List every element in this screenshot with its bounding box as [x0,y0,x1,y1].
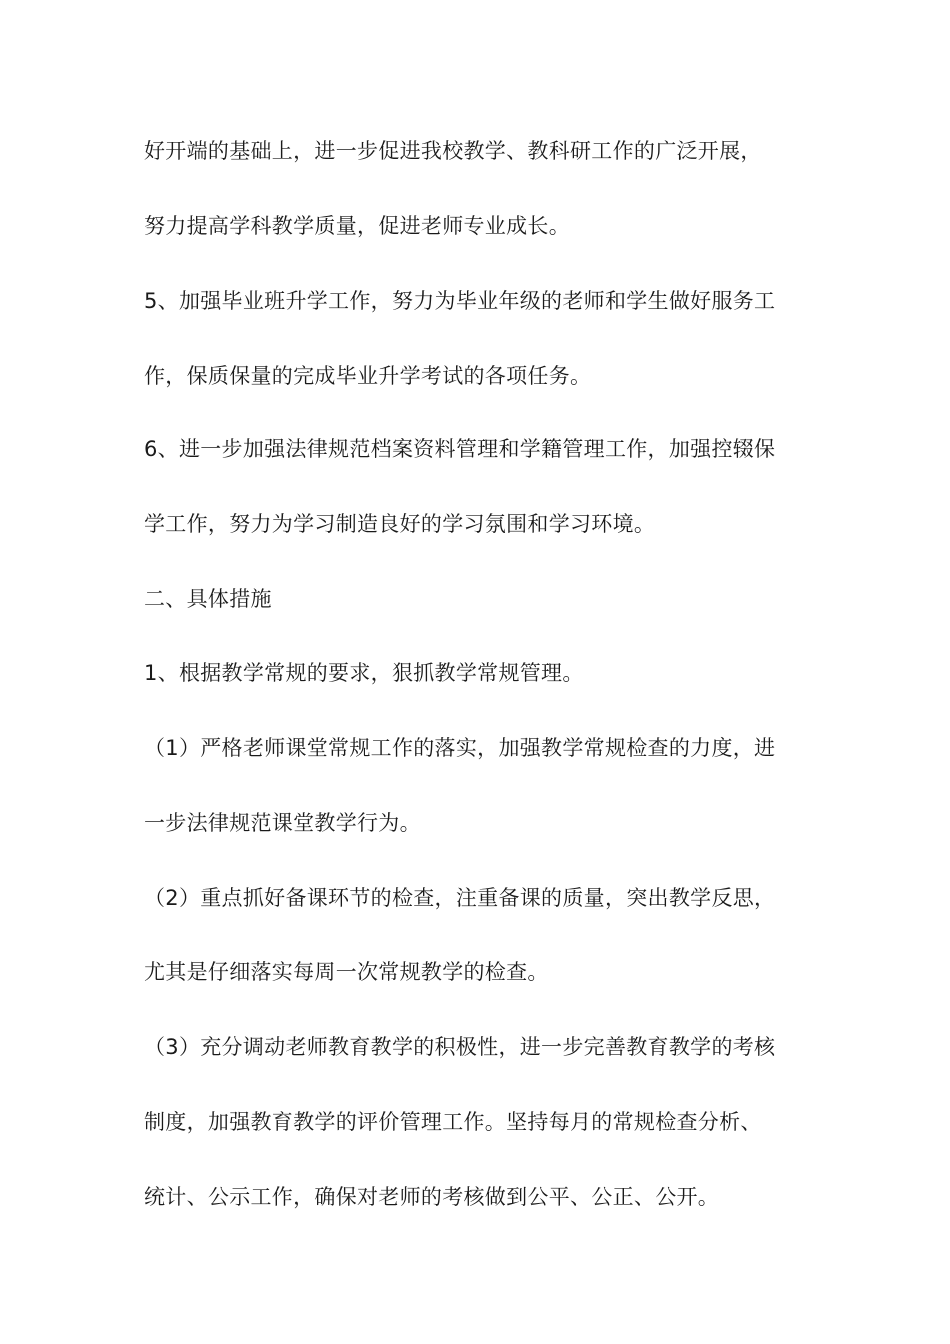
text-line-15: 统计、公示工作，确保对老师的考核做到公平、公正、公开。 [144,1185,720,1209]
text-line-8: 1、根据教学常规的要求，狠抓教学常规管理。 [144,661,584,685]
text-line-12: 尤其是仔细落实每周一次常规教学的检查。 [144,960,549,984]
text-line-13: （3）充分调动老师教育教学的积极性，进一步完善教育教学的考核 [144,1035,776,1059]
section-heading: 二、具体措施 [144,587,272,611]
text-line-1: 好开端的基础上，进一步促进我校教学、教科研工作的广泛开展， [144,139,762,163]
text-line-5: 6、进一步加强法律规范档案资料管理和学籍管理工作，加强控辍保 [144,437,776,461]
text-line-10: 一步法律规范课堂教学行为。 [144,811,421,835]
text-line-4: 作，保质保量的完成毕业升学考试的各项任务。 [144,364,592,388]
text-line-3: 5、加强毕业班升学工作，努力为毕业年级的老师和学生做好服务工 [144,289,776,313]
text-line-2: 努力提高学科教学质量，促进老师专业成长。 [144,214,570,238]
text-line-14: 制度，加强教育教学的评价管理工作。坚持每月的常规检查分析、 [144,1110,762,1134]
text-line-9: （1）严格老师课堂常规工作的落实，加强教学常规检查的力度，进 [144,736,776,760]
text-line-6: 学工作，努力为学习制造良好的学习氛围和学习环境。 [144,512,656,536]
text-line-11: （2）重点抓好备课环节的检查，注重备课的质量，突出教学反思， [144,886,776,910]
